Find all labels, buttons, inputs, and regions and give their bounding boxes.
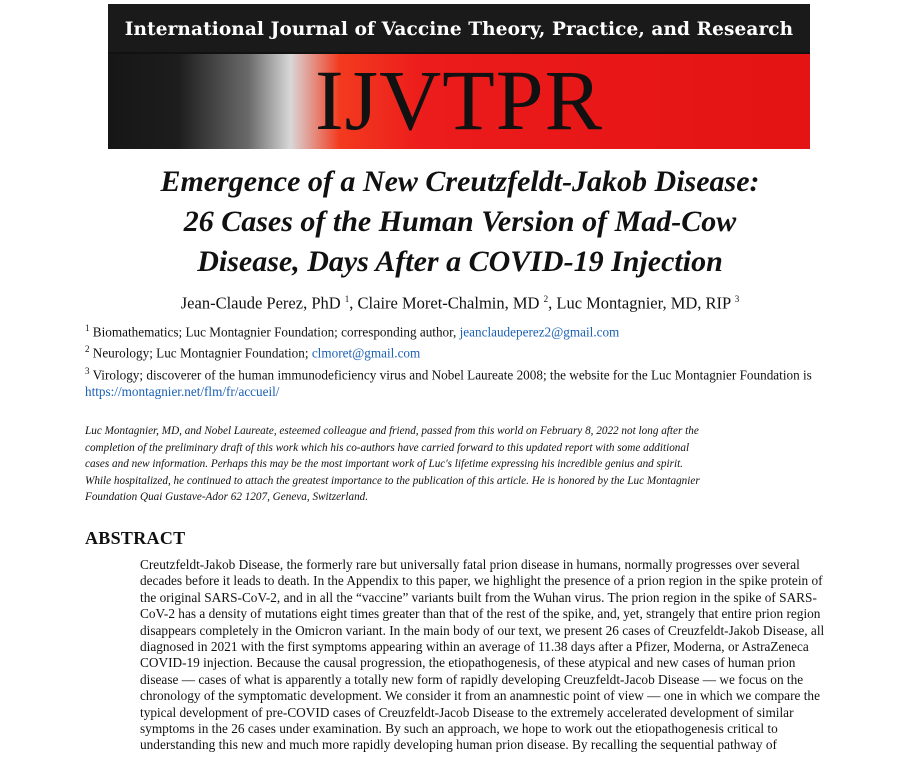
foundation-website-link[interactable]: https://montagnier.net/flm/fr/accueil/ [85, 384, 280, 400]
author-name: Luc Montagnier, MD, RIP [556, 293, 731, 313]
affiliation-item [85, 341, 825, 361]
tribute-line: While hospitalized, he continued to attach the greatest importance to the publication of this article. He is honored by the Luc Montagnier [85, 474, 700, 487]
affiliations [85, 320, 825, 401]
journal-acronym: IJVTPR [315, 52, 603, 148]
article-title [40, 162, 880, 282]
author-email-link[interactable]: clmoret@gmail.com [311, 345, 421, 361]
tribute-line: completion of the preliminary draft of this work which his co-authors have carried forward to this updated report with some additional [85, 441, 690, 454]
author-email-link[interactable]: jeanclaudeperez2@gmail.com [459, 324, 620, 340]
affiliation-item [85, 363, 825, 400]
abstract-body: Creutzfeldt-Jakob Disease, the formerly rare but universally fatal prion disease in humans, normally progresses over several decades before it leads to death. In the Appendix to this paper, we highlight the presence of a prion region in the spike protein of the original SARS-CoV-2, and in all the “vaccine” variants built from the Wuhan virus. The prion region in the spike of SARS-CoV-2 has a density of mutations eight times greater than that of the rest of the spike, and, yet, strangely that entire prion region disappears completely in the Omicron variant. In the main body of our text, we present 26 cases of Creuzfeldt-Jakob Disease, all diagnosed in 2021 with the first symptoms appearing within an average of 11.38 days after a Pfizer, Moderna, or AstraZeneca COVID-19 injection. Because the causal progression, the etiopathogenesis, of these atypical and new cases of human prion disease — cases of what is apparently a totally new form of rapidly developing Creuzfeldt-Jacob Disease — we focus on the chronology of the symptomatic development. We consider it from an anamnestic point of view — one in which we compare the typical development of pre-COVID cases of Creuzfeldt-Jacob Disease to the extremely accelerated development of similar symptoms in the 26 cases under examination. By such an approach, we hope to work out the etiopathogenesis critical to understanding this new and much more rapidly developing human prion disease. By recalling the sequential pathway of [140, 557, 825, 753]
affiliation-item [85, 320, 825, 340]
title-line: Disease, Days After a COVID-19 Injection [197, 245, 723, 278]
tribute-line: Foundation Quai Gustave-Ador 62 1207, Geneva, Switzerland. [85, 491, 369, 503]
affiliation-text: Virology; discoverer of the human immunodeficiency virus and Nobel Laureate 2008; the website for the Luc Montagnier Foundation is [92, 367, 812, 383]
abstract-heading: ABSTRACT [85, 528, 186, 548]
affiliation-mark: 3 [85, 365, 90, 376]
author-affiliation-mark: 2 [543, 294, 549, 304]
author-list: Jean-Claude Perez, PhD $^1$, Claire Moret-Chalmin, MD $^2$, Luc Montagnier, MD, RIP $^3$ [180, 293, 740, 313]
affiliation-text: Biomathematics; Luc Montagnier Foundation; corresponding author, [92, 324, 457, 340]
author-name: Jean-Claude Perez, PhD [180, 293, 341, 313]
tribute-line: cases and new information. Perhaps this may be the most important work of Luc's lifetime expressing his incredible genius and spirit. [85, 458, 683, 470]
affiliation-mark: 2 [85, 344, 90, 355]
author-affiliation-mark: 1 [344, 294, 350, 304]
title-line: Emergence of a New Creutzfeldt-Jakob Disease: [160, 165, 760, 198]
journal-masthead [108, 4, 810, 149]
tribute-note [85, 423, 785, 506]
author-affiliation-mark: 3 [734, 294, 740, 304]
tribute-line: Luc Montagnier, MD, and Nobel Laureate, esteemed colleague and friend, passed from this world on February 8, 2022 not long after the [85, 425, 699, 437]
journal-name: International Journal of Vaccine Theory, Practice, and Research [108, 4, 810, 52]
author-name: Claire Moret-Chalmin, MD [357, 293, 540, 313]
title-line: 26 Cases of the Human Version of Mad-Cow [183, 205, 737, 238]
affiliation-mark: 1 [85, 323, 90, 333]
affiliation-text: Neurology; Luc Montagnier Foundation; [92, 345, 309, 361]
